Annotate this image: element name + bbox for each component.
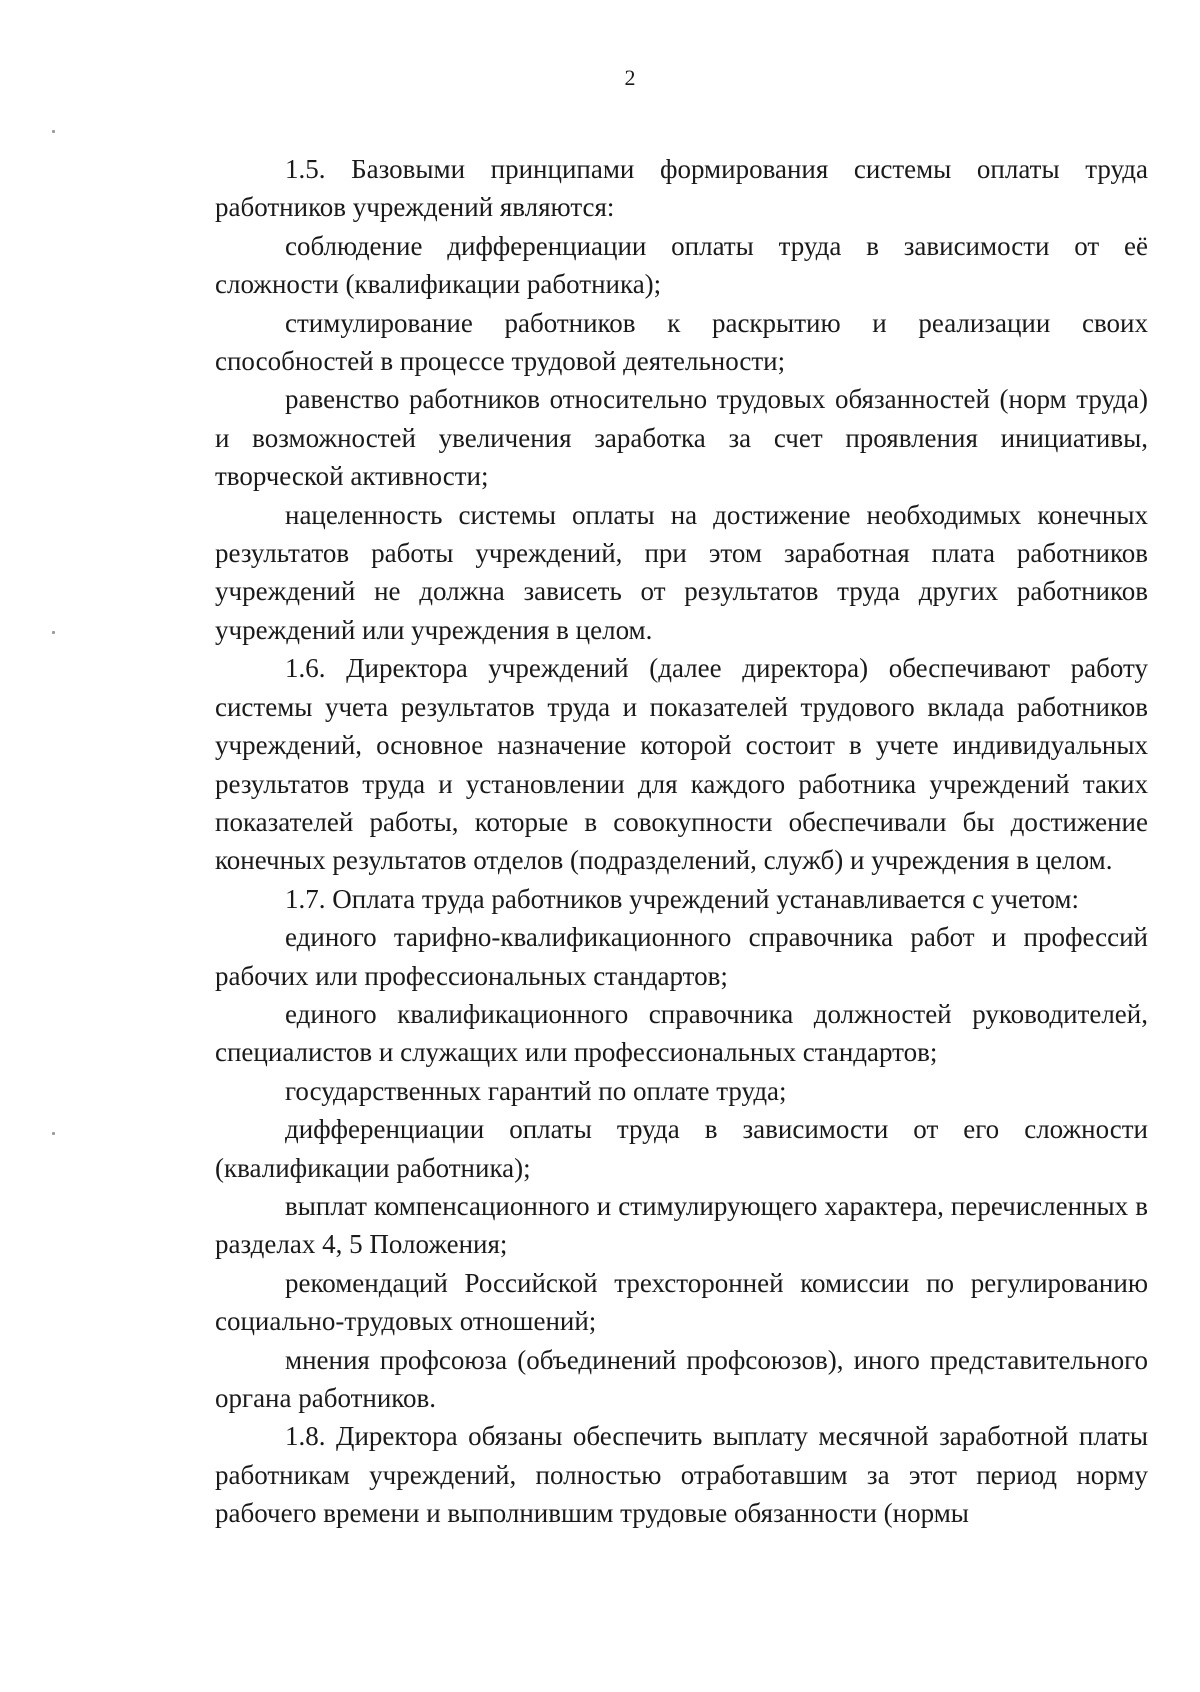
list-item: выплат компенсационного и стимулирующего характера, перечисленных в разделах 4, 5 Положения; — [215, 1190, 1148, 1260]
list-item: дифференциации оплаты труда в зависимости от его сложности (квалификации работника); — [215, 1114, 1148, 1183]
page-number: 2 — [624, 65, 636, 90]
list-item: единого квалификационного справочника должностей руководителей, специалистов и служащих или профессиональных стандартов; — [215, 998, 1148, 1068]
list-item: единого тарифно-квалификационного справочника работ и профессий рабочих или профессиональных стандартов; — [215, 922, 1148, 991]
paragraph-1-6: 1.6. Директора учреждений (далее директора) обеспечивают работу системы учета результатов труда и показателей трудового вклада работников учреждений, основное назначение которой состоит в учете индивидуальных результатов труда и установлении для каждого работника учреждений таких показателей работы, которые в совокупности обеспечивали бы достижение конечных результатов отделов (подразделений, служб) и учреждения в целом. — [215, 653, 1148, 876]
list-item: стимулирование работников к раскрытию и реализации своих способностей в процессе трудовой деятельности; — [215, 307, 1148, 377]
list-item: соблюдение дифференциации оплаты труда в зависимости от её сложности (квалификации работника); — [215, 230, 1148, 300]
paragraph-1-8: 1.8. Директора обязаны обеспечить выплату месячной заработной платы работникам учреждений, полностью отработавшим за этот период норму рабочего времени и выполнившим трудовые обязанности (нормы — [215, 1421, 1148, 1529]
scan-mark — [52, 631, 55, 634]
document-body — [215, 150, 1148, 1533]
scan-mark — [52, 1132, 55, 1135]
list-item: государственных гарантий по оплате труда; — [285, 1075, 787, 1106]
list-item: мнения профсоюза (объединений профсоюзов), иного представительного органа работников. — [215, 1344, 1148, 1413]
scan-mark — [52, 130, 55, 133]
list-item: нацеленность системы оплаты на достижение необходимых конечных результатов работы учреждений, при этом заработная плата работников учреждений не должна зависеть от результатов труда других работников учреждений или учреждения в целом. — [215, 499, 1148, 645]
paragraph-1-7: 1.7. Оплата труда работников учреждений устанавливается с учетом: — [285, 883, 1080, 914]
list-item: рекомендаций Российской трехсторонней комиссии по регулированию социально-трудовых отношений; — [215, 1267, 1148, 1337]
list-item: равенство работников относительно трудовых обязанностей (норм труда) и возможностей увеличения заработка за счет проявления инициативы, творческой активности; — [215, 384, 1148, 492]
paragraph-1-5: 1.5. Базовыми принципами формирования системы оплаты труда работников учреждений являются: — [215, 154, 1148, 223]
